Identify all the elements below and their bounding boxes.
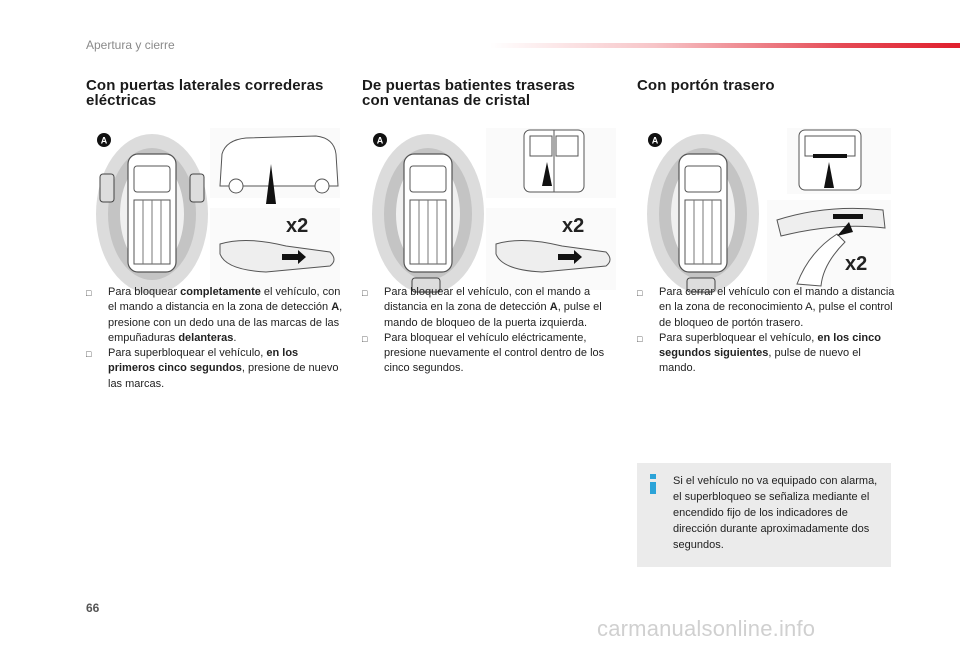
checkbox-bullet-icon: □	[362, 333, 368, 344]
header-title: Apertura y cierre	[86, 38, 175, 52]
header-accent-bar	[490, 43, 960, 48]
checkbox-bullet-icon: □	[86, 349, 92, 360]
svg-text:x2: x2	[286, 215, 309, 237]
bullet-list	[637, 285, 899, 377]
illustration-tailgate	[637, 124, 899, 294]
column-tailgate	[637, 77, 899, 375]
info-text: Si el vehículo no va equipado con alarma, el superbloqueo se señaliza mediante el encendido fijo de los indicadores de dirección durante aproximadamente dos segundos.	[673, 475, 878, 551]
checkbox-bullet-icon: □	[637, 333, 643, 344]
bullet-list	[86, 285, 348, 392]
detection-zone-marker-icon	[97, 133, 111, 147]
watermark: carmanualsonline.info	[597, 616, 816, 641]
column-title: Con portón trasero	[637, 77, 775, 94]
illustration-hinged-rear-doors	[362, 124, 624, 294]
svg-text:x2: x2	[845, 253, 868, 275]
checkbox-bullet-icon: □	[86, 288, 92, 298]
checkbox-bullet-icon: □	[637, 288, 643, 298]
column-sliding-doors	[86, 77, 348, 390]
bullet-list	[362, 285, 624, 377]
info-icon	[646, 473, 660, 495]
page-number: 66	[86, 601, 100, 615]
list-item: □ Para bloquear completamente el vehículo, con el mando a distancia en la zona de detección A, presione con un dedo una de las marcas de las empuñaduras delanteras.	[86, 286, 343, 344]
svg-text:A: A	[651, 135, 659, 146]
svg-text:A: A	[100, 135, 108, 146]
list-item: □ Para cerrar el vehículo con el mando a distancia en la zona de reconocimiento A, pulse el control de bloqueo de portón trasero.	[637, 286, 895, 329]
svg-text:A: A	[376, 135, 384, 146]
svg-text:x2: x2	[562, 215, 585, 237]
info-box	[637, 463, 891, 567]
list-item: □ Para bloquear el vehículo, con el mando a distancia en la zona de detección A, pulse el mando de bloqueo de la puerta izquierda.	[362, 286, 602, 329]
detection-zone-marker-icon	[373, 133, 387, 147]
column-title: Con puertas laterales correderas eléctricas	[86, 77, 324, 109]
column-title: De puertas batientes traseras con ventanas de cristal	[362, 77, 575, 109]
column-hinged-rear-doors	[362, 77, 624, 375]
list-item: □ Para superbloquear el vehículo, en los cinco segundos siguientes, pulse de nuevo el mando.	[637, 331, 881, 375]
list-item: □ Para bloquear el vehículo eléctricamente, presione nuevamente el control dentro de los cinco segundos.	[362, 331, 605, 375]
list-item: □ Para superbloquear el vehículo, en los primeros cinco segundos, presione de nuevo las marcas.	[86, 347, 339, 390]
checkbox-bullet-icon: □	[362, 288, 368, 298]
illustration-sliding-doors	[86, 124, 348, 294]
detection-zone-marker-icon	[648, 133, 662, 147]
